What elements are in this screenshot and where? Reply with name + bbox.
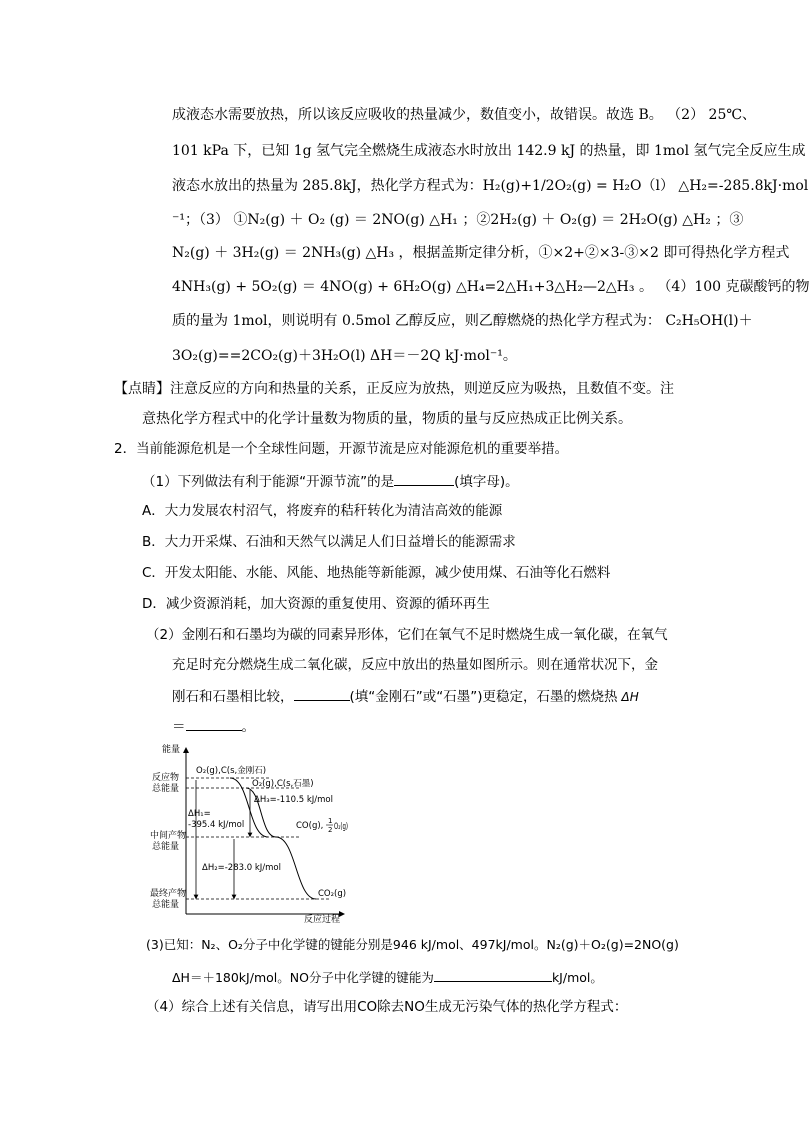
delta-h-symbol: ΔH — [621, 690, 639, 704]
level-reactant-label-1: 反应物 — [152, 773, 180, 783]
equals-sign: ＝ — [172, 719, 186, 735]
subquestion-4: （4）综合上述有关信息，请写出用CO除去NO生成无污染气体的热化学方程式： — [146, 999, 628, 1015]
curve-step-2 — [276, 837, 316, 899]
subquestion-1 — [142, 471, 519, 491]
dh1-label-2: -395.4 kJ/mol — [188, 820, 245, 830]
subquestion-1-tail: (填字母)。 — [454, 474, 519, 490]
subquestion-2-line-3 — [172, 686, 639, 706]
species-graphite: O₂(g),C(s,石墨) — [252, 779, 314, 789]
subquestion-3-unit: kJ/mol。 — [551, 970, 603, 985]
subquestion-2-line-4 — [172, 716, 255, 736]
subquestion-3-line-1: (3)已知：N₂、O₂分子中化学键的键能分别是946 kJ/mol、497kJ/mol。N₂(g)＋O₂(g)=2NO(g) — [146, 937, 679, 952]
analysis-line-2: 101 kPa 下，已知 1g 氢气完全燃烧生成液态水时放出 142.9 kJ 的热量，即 1mol 氢气完全反应生成 — [172, 143, 806, 159]
answer-blank-4[interactable] — [434, 967, 552, 982]
analysis-line-4: ⁻¹；（3） ①N₂(g) ＋ O₂ (g) ＝ 2NO(g) △H₁ ；②2H₂(g) ＋ O₂(g) ＝ 2H₂O(g) △H₂ ；③ — [172, 212, 744, 228]
species-diamond: O₂(g),C(s,金刚石) — [196, 766, 267, 776]
option-c: C．开发太阳能、水能、风能、地热能等新能源，减少使用煤、石油等化石燃料 — [142, 565, 611, 581]
subquestion-3-line-2 — [172, 967, 603, 987]
period: 。 — [241, 719, 255, 735]
subquestion-2-line-3-mid: (填“金刚石”或“石墨”)更稳定，石墨的燃烧热 — [349, 689, 618, 705]
species-half-num: 1 — [328, 817, 333, 825]
option-a: A．大力发展农村沼气，将废弃的秸秆转化为清洁高效的能源 — [142, 503, 503, 519]
level-final-label-2: 总能量 — [152, 900, 180, 910]
dh3-label: ΔH₃=-110.5 kJ/mol — [254, 795, 333, 805]
subquestion-3-line-2-text: ΔH＝＋180kJ/mol。NO分子中化学键的键能为 — [172, 970, 434, 985]
level-reactant-label-2: 总能量 — [152, 784, 180, 794]
analysis-line-5: N₂(g) ＋ 3H₂(g) ＝ 2NH₃(g) △H₃ ，根据盖斯定律分析，①×2+②×3-③×2 即可得热化学方程式 — [172, 245, 790, 261]
subquestion-2-line-2: 充足时充分燃烧生成二氧化碳，反应中放出的热量如图所示。则在通常状况下，金 — [172, 657, 658, 673]
analysis-line-1: 成液态水需要放热，所以该反应吸收的热量减少，数值变小，故错误。故选 B。 （2） 25℃、 — [172, 107, 757, 123]
analysis-line-6: 4NH₃(g) + 5O₂(g) ＝ 4NO(g) + 6H₂O(g) △H₄=2△H₁+3△H₂—2△H₃ 。 （4）100 克碳酸钙的物 — [172, 279, 810, 295]
analysis-line-7: 质的量为 1mol，则说明有 0.5mol 乙醇反应，则乙醇燃烧的热化学方程式为： C₂H₅OH(l)＋ — [172, 313, 753, 329]
question-stem: 2．当前能源危机是一个全球性问题，开源节流是应对能源危机的重要举措。 — [114, 441, 569, 457]
species-half-den: 2 — [328, 826, 333, 834]
species-co: CO(g), — [296, 821, 324, 831]
answer-blank-3[interactable] — [186, 716, 242, 731]
subquestion-2-line-3-text: 刚石和石墨相比较， — [172, 689, 294, 705]
x-axis-label: 反应过程 — [304, 915, 341, 925]
note-line-2: 意热化学方程式中的化学计量数为物质的量，物质的量与反应热成正比例关系。 — [142, 411, 632, 427]
level-intermediate-label-1: 中间产物 — [150, 831, 187, 841]
energy-level-diagram — [150, 742, 350, 925]
level-final-label-1: 最终产物 — [150, 889, 187, 899]
option-d: D．减少资源消耗，加大资源的重复使用、资源的循环再生 — [142, 596, 490, 612]
subquestion-1-text: （1）下列做法有利于能源“开源节流”的是 — [142, 474, 395, 490]
dh1-label-1: ΔH₁= — [188, 809, 211, 819]
species-co2: CO₂(g) — [318, 889, 347, 899]
analysis-line-8: 3O₂(g)==2CO₂(g)＋3H₂O(l) ΔH＝－2Q kJ·mol⁻¹。 — [172, 348, 517, 364]
level-intermediate-label-2: 总能量 — [152, 842, 180, 852]
option-b: B．大力开采煤、石油和天然气以满足人们日益增长的能源需求 — [142, 534, 516, 550]
note-line-1: 【点睛】注意反应的方向和热量的关系，正反应为放热，则逆反应为吸热，且数值不变。注 — [114, 381, 674, 397]
species-o2: O₂(g) — [334, 822, 348, 832]
answer-blank-2[interactable] — [294, 686, 350, 701]
dh2-label: ΔH₂=-283.0 kJ/mol — [202, 863, 281, 873]
subquestion-2-line-1: （2）金刚石和石墨均为碳的同素异形体，它们在氧气不足时燃烧生成一氧化碳，在氧气 — [146, 627, 668, 643]
y-axis-label: 能量 — [162, 745, 181, 755]
analysis-line-3: 液态水放出的热量为 285.8kJ，热化学方程式为：H₂(g)+1/2O₂(g) = H₂O（l） △H₂=-285.8kJ·mol — [172, 178, 809, 194]
answer-blank-1[interactable] — [394, 471, 454, 486]
